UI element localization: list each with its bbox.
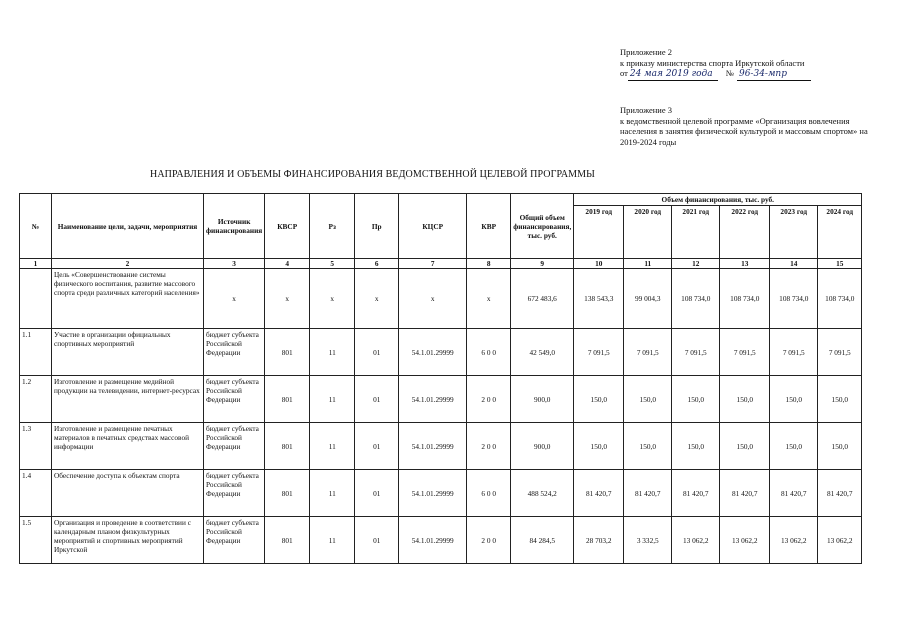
cell-year: 138 543,3 — [574, 269, 624, 329]
cell-kvr: 2 0 0 — [467, 423, 511, 470]
cell-pr: 01 — [355, 423, 399, 470]
handwritten-number: 96-34-мпр — [737, 69, 811, 81]
cell-year: 7 091,5 — [574, 329, 624, 376]
funding-table — [19, 193, 862, 564]
column-number: 14 — [770, 259, 818, 269]
cell-name: Организация и проведение в соответствии с календарным планом физкультурных мероприятий и спортивных мероприятий Иркутской — [52, 517, 204, 564]
cell-kcsr: 54.1.01.29999 — [399, 517, 467, 564]
date-prefix: от — [620, 68, 628, 78]
cell-name: Цель «Совершенствование системы физического воспитания, развитие массового спорта среди различных категорий населения» — [52, 269, 204, 329]
cell-kvr: 6 0 0 — [467, 470, 511, 517]
cell-source: бюджет субъекта Российской Федерации — [204, 423, 265, 470]
cell-kvsr: 801 — [265, 517, 310, 564]
cell-kvr: 2 0 0 — [467, 517, 511, 564]
cell-rz: 11 — [310, 423, 355, 470]
header-year: 2022 год — [720, 206, 770, 259]
cell-total: 84 284,5 — [511, 517, 574, 564]
goal-row — [20, 269, 862, 329]
cell-year: 81 420,7 — [818, 470, 862, 517]
cell-kvsr: 801 — [265, 329, 310, 376]
table-row — [20, 470, 862, 517]
column-number: 12 — [672, 259, 720, 269]
column-number: 13 — [720, 259, 770, 269]
cell-year: 150,0 — [624, 376, 672, 423]
column-number: 10 — [574, 259, 624, 269]
cell-name: Обеспечение доступа к объектам спорта — [52, 470, 204, 517]
cell-year: 150,0 — [770, 376, 818, 423]
cell-total: 900,0 — [511, 376, 574, 423]
cell-year: 7 091,5 — [624, 329, 672, 376]
header-kvsr: КВСР — [265, 194, 310, 259]
header-rz: Рз — [310, 194, 355, 259]
cell-year: 81 420,7 — [770, 470, 818, 517]
cell-year: 13 062,2 — [818, 517, 862, 564]
cell-rz: 11 — [310, 470, 355, 517]
header-kcsr: КЦСР — [399, 194, 467, 259]
column-number: 11 — [624, 259, 672, 269]
cell-source: бюджет субъекта Российской Федерации — [204, 376, 265, 423]
cell-year: 7 091,5 — [672, 329, 720, 376]
cell-source: х — [204, 269, 265, 329]
cell-total: 672 483,6 — [511, 269, 574, 329]
cell-year: 150,0 — [770, 423, 818, 470]
cell-kcsr: 54.1.01.29999 — [399, 423, 467, 470]
column-number: 2 — [52, 259, 204, 269]
order-annex-title: Приложение 2 — [620, 47, 672, 57]
cell-year: 7 091,5 — [818, 329, 862, 376]
cell-year: 81 420,7 — [672, 470, 720, 517]
cell-source: бюджет субъекта Российской Федерации — [204, 517, 265, 564]
cell-rz: 11 — [310, 517, 355, 564]
program-annex-subtitle: к ведомственной целевой программе «Организация вовлечения населения в занятия физической культурой и массовым спортом» на 2019-2024 годы — [620, 115, 868, 147]
cell-total: 42 549,0 — [511, 329, 574, 376]
cell-rz: 11 — [310, 329, 355, 376]
column-number: 8 — [467, 259, 511, 269]
cell-year: 81 420,7 — [574, 470, 624, 517]
cell-kvsr: х — [265, 269, 310, 329]
cell-year: 150,0 — [720, 376, 770, 423]
header-row — [20, 194, 862, 206]
cell-num: 1.1 — [20, 329, 52, 376]
handwritten-date: 24 мая 2019 года — [628, 69, 718, 81]
cell-year: 108 734,0 — [720, 269, 770, 329]
cell-year: 150,0 — [672, 423, 720, 470]
cell-year: 7 091,5 — [720, 329, 770, 376]
cell-year: 150,0 — [720, 423, 770, 470]
column-number: 6 — [355, 259, 399, 269]
cell-kcsr: х — [399, 269, 467, 329]
cell-year: 81 420,7 — [720, 470, 770, 517]
header-total: Общий объем финансирования, тыс. руб. — [511, 194, 574, 259]
cell-year: 28 703,2 — [574, 517, 624, 564]
cell-rz: 11 — [310, 376, 355, 423]
cell-pr: 01 — [355, 517, 399, 564]
order-date-line — [620, 68, 870, 81]
cell-year: 150,0 — [574, 423, 624, 470]
cell-rz: х — [310, 269, 355, 329]
header-year: 2021 год — [672, 206, 720, 259]
cell-pr: 01 — [355, 376, 399, 423]
column-number: 15 — [818, 259, 862, 269]
header-year: 2024 год — [818, 206, 862, 259]
column-number: 7 — [399, 259, 467, 269]
cell-num: 1.4 — [20, 470, 52, 517]
cell-year: 13 062,2 — [770, 517, 818, 564]
order-annex-subtitle: к приказу министерства спорта Иркутской области — [620, 57, 805, 68]
cell-year: 7 091,5 — [770, 329, 818, 376]
cell-name: Изготовление и размещение медийной продукции на телевидении, интернет-ресурсах — [52, 376, 204, 423]
header-year: 2020 год — [624, 206, 672, 259]
program-annex-block — [620, 105, 870, 147]
program-annex-title: Приложение 3 — [620, 105, 672, 115]
cell-year: 108 734,0 — [770, 269, 818, 329]
cell-year: 3 332,5 — [624, 517, 672, 564]
cell-kvsr: 801 — [265, 423, 310, 470]
header-kvr: КВР — [467, 194, 511, 259]
cell-year: 150,0 — [574, 376, 624, 423]
number-prefix: № — [725, 68, 734, 78]
column-number: 4 — [265, 259, 310, 269]
column-number: 5 — [310, 259, 355, 269]
cell-name: Изготовление и размещение печатных материалов в печатных средствах массовой информации — [52, 423, 204, 470]
cell-source: бюджет субъекта Российской Федерации — [204, 329, 265, 376]
table-row — [20, 329, 862, 376]
header-pr: Пр — [355, 194, 399, 259]
cell-year: 99 004,3 — [624, 269, 672, 329]
cell-kvsr: 801 — [265, 376, 310, 423]
cell-kvr: 6 0 0 — [467, 329, 511, 376]
column-number: 1 — [20, 259, 52, 269]
cell-total: 488 524,2 — [511, 470, 574, 517]
cell-year: 108 734,0 — [818, 269, 862, 329]
cell-year: 150,0 — [624, 423, 672, 470]
cell-year: 13 062,2 — [720, 517, 770, 564]
cell-num — [20, 269, 52, 329]
cell-num: 1.3 — [20, 423, 52, 470]
table-row — [20, 423, 862, 470]
cell-year: 108 734,0 — [672, 269, 720, 329]
column-number: 3 — [204, 259, 265, 269]
cell-kcsr: 54.1.01.29999 — [399, 329, 467, 376]
cell-pr: 01 — [355, 470, 399, 517]
header-funding-group: Объем финансирования, тыс. руб. — [574, 194, 862, 206]
cell-num: 1.5 — [20, 517, 52, 564]
cell-year: 150,0 — [818, 423, 862, 470]
cell-kvsr: 801 — [265, 470, 310, 517]
header-source: Источник финансирования — [204, 194, 265, 259]
column-number: 9 — [511, 259, 574, 269]
cell-year: 150,0 — [672, 376, 720, 423]
cell-source: бюджет субъекта Российской Федерации — [204, 470, 265, 517]
column-numbers-row — [20, 259, 862, 269]
cell-kvr: х — [467, 269, 511, 329]
table-row — [20, 376, 862, 423]
cell-year: 81 420,7 — [624, 470, 672, 517]
header-year: 2023 год — [770, 206, 818, 259]
cell-kvr: 2 0 0 — [467, 376, 511, 423]
cell-pr: х — [355, 269, 399, 329]
cell-year: 150,0 — [818, 376, 862, 423]
cell-kcsr: 54.1.01.29999 — [399, 470, 467, 517]
cell-pr: 01 — [355, 329, 399, 376]
cell-kcsr: 54.1.01.29999 — [399, 376, 467, 423]
cell-num: 1.2 — [20, 376, 52, 423]
header-year: 2019 год — [574, 206, 624, 259]
order-annex-block — [620, 47, 870, 81]
cell-year: 13 062,2 — [672, 517, 720, 564]
header-num: № — [20, 194, 52, 259]
cell-total: 900,0 — [511, 423, 574, 470]
table-row — [20, 517, 862, 564]
document-title: НАПРАВЛЕНИЯ И ОБЪЕМЫ ФИНАНСИРОВАНИЯ ВЕДОМСТВЕННОЙ ЦЕЛЕВОЙ ПРОГРАММЫ — [150, 169, 595, 180]
cell-name: Участие в организации официальных спортивных мероприятий — [52, 329, 204, 376]
header-name: Наименование цели, задачи, мероприятия — [52, 194, 204, 259]
